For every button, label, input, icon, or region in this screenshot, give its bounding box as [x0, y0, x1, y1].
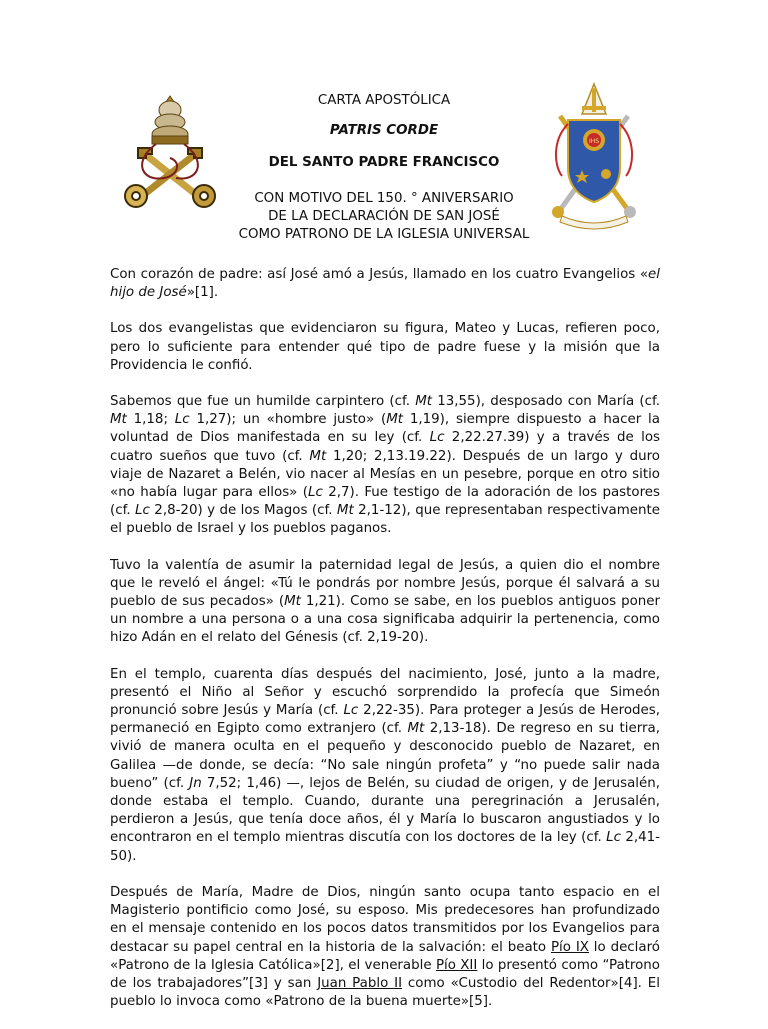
document-author-title: DEL SANTO PADRE FRANCISCO — [268, 155, 500, 170]
paragraph-intro: Con corazón de padre: así José amó a Jesús, llamado en los cuatro Evangelios «el hijo de José»[1]. — [110, 267, 660, 301]
document-type-title: CARTA APOSTÓLICA — [317, 93, 451, 108]
link-pio-ix[interactable]: Pío IX — [550, 939, 589, 955]
subtitle-line: DE LA DECLARACIÓN DE SAN JOSÉ — [268, 209, 500, 224]
document-header — [0, 80, 768, 260]
link-juan-pablo-ii[interactable]: Juan Pablo II — [317, 975, 403, 991]
paragraph-carpenter: Sabemos que fue un humilde carpintero (cf. Mt 13,55), desposado con María (cf. Mt 1,18; Lc 1,27); un «hombre justo» (Mt 1,19), siempre dispuesto a hacer la voluntad de Dios manifestada en su ley (cf. Lc 2,22.27.39) y a través de los cuatro sueños que tuvo (cf. Mt 1,20; 2,13.19.22). Después de un largo y duro viaje de Nazaret a Belén, vio nacer al Mesías en un pesebre, porque en otro sitio «no había lugar para ellos» (Lc 2,7). Fue testigo de la adoración de los pastores (cf. Lc 2,8-20) y de los Magos (cf. Mt 2,1-12), que representaban respectivamente el pueblo de Israel y los pueblos paganos. — [110, 394, 661, 537]
paragraph-temple: En el templo, cuarenta días después del nacimiento, José, junto a la madre, presentó el Niño al Señor y escuchó sorprendido la profecía que Simeón pronunció sobre Jesús y María (cf. Lc 2,22-35). Para proteger a Jesús de Herodes, permaneció en Egipto como extranjero (cf. Mt 2,13-18). De regreso en su tierra, vivió de manera oculta en el pequeño y desconocido pueblo de Nazaret, en Galilea —de donde, se decía: “No sale ningún profeta” y “no puede salir nada bueno” (cf. Jn 7,52; 1,46) —, lejos de Belén, su ciudad de origen, y de Jerusalén, donde estaba el templo. Cuando, durante una peregrinación a Jerusalén, perdieron a Jesús, que tenía doce años, él y María lo buscaron angustiados y lo encontraron en el templo mientras discutía con los doctores de la ley (cf. Lc 2,41-50). — [110, 666, 661, 864]
document-name-title: PATRIS CORDE — [329, 123, 439, 138]
svg-text:IHS: IHS — [588, 138, 600, 145]
document-body — [110, 266, 660, 1029]
link-pio-xii[interactable]: Pío XII — [435, 957, 478, 973]
paragraph-magisterium: Después de María, Madre de Dios, ningún santo ocupa tanto espacio en el Magisterio pontificio como José, su esposo. Mis predecesores han profundizado en el mensaje contenido en los pocos datos transmitidos por los Evangelios para destacar su papel central en la historia de la salvación: el beato Pío IX lo declaró «Patrono de la Iglesia Católica»[2], el venerable Pío XII lo presentó como “Patrono de los trabajadores”[3] y san Juan Pablo II como «Custodio del Redentor»[4]. El pueblo lo invoca como «Patrono de la buena muerte»[5]. — [110, 884, 660, 1010]
pope-francis-coat-of-arms-icon — [546, 80, 642, 230]
subtitle-line: COMO PATRONO DE LA IGLESIA UNIVERSAL — [238, 227, 530, 242]
document-title-block — [230, 92, 538, 244]
papal-keys-tiara-emblem-icon — [112, 92, 228, 212]
paragraph-legal-paternity: Tuvo la valentía de asumir la paternidad legal de Jesús, a quien dio el nombre que le reveló el ángel: «Tú le pondrás por nombre Jesús, porque él salvará a su pueblo de sus pecados» (Mt 1,21). Como se sabe, en los pueblos antiguos poner un nombre a una persona o a una cosa significaba adquirir la pertenencia, como hizo Adán en el relato del Génesis (cf. 2,19-20). — [110, 557, 661, 646]
document-occasion-subtitle — [230, 190, 538, 244]
subtitle-line: CON MOTIVO DEL 150. ° ANIVERSARIO — [254, 191, 514, 206]
paragraph-evangelists: Los dos evangelistas que evidenciaron su figura, Mateo y Lucas, refieren poco, pero lo suficiente para entender qué tipo de padre fuese y la misión que la Providencia le confió. — [110, 321, 660, 373]
